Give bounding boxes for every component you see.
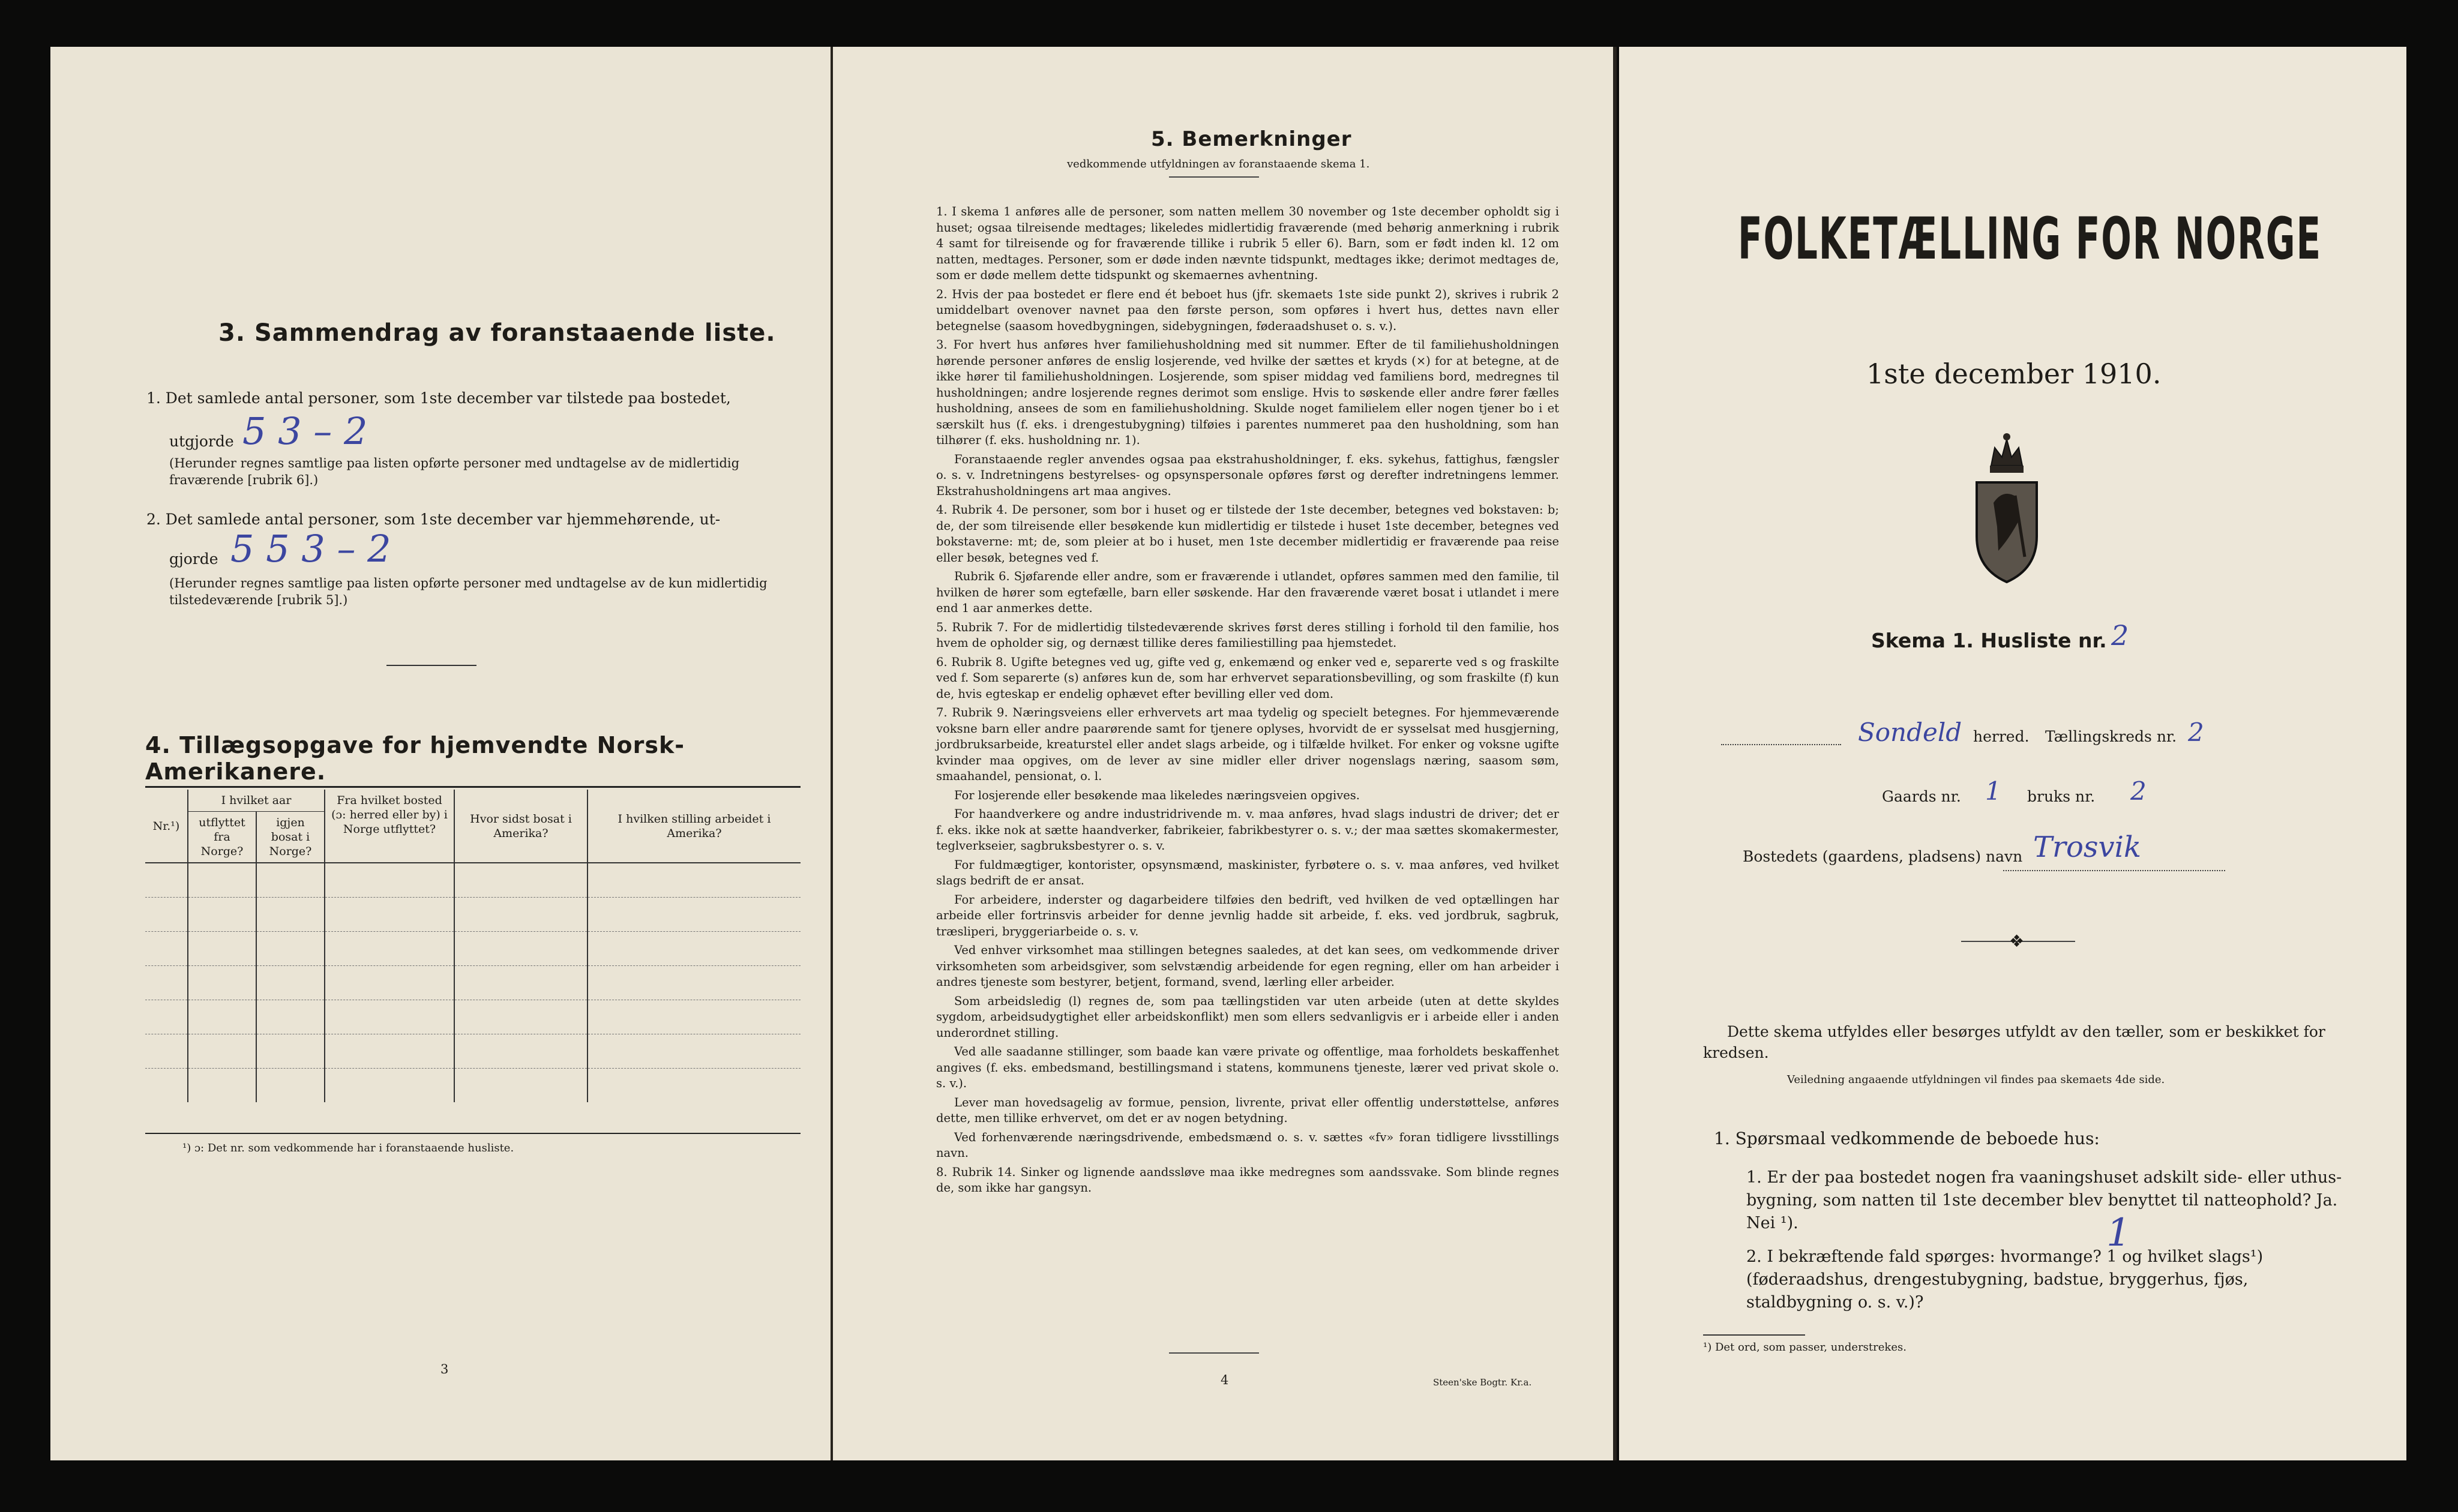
item1-text: 1. Det samlede antal personer, som 1ste december var tilstede paa bostedet, xyxy=(146,389,731,407)
remark-7: 7. Rubrik 9. Næringsveiens eller erhvervets art maa tydelig og specielt betegnes. For hjemmeværende voksne barn eller andre paarørende samt for tjenere oplyses, hvorvidt de er sysselsat med husgjerning, jordbruksarbeide, kreaturstel eller andet slags arbeide, og i tilfælde hvilket. For enker og voksne ugifte kvinder maa opgives, om de lever av sine midler eller driver nogenslags næring, saasom søm, smaahandel, pensionat, o. l. xyxy=(936,706,1559,783)
th-utflyttet: utflyttet fra Norge? xyxy=(188,812,256,863)
footnote-rule xyxy=(1703,1334,1805,1336)
remark-3b: Foranstaaende regler anvendes ogsaa paa ekstrahusholdninger, f. eks. sykehus, fattighus, fængsler o. s. v. Indretningens bestyrelses- og opsynspersonale opføres først og derefter indretningens lemmer. Ekstrahusholdningens art maa angives. xyxy=(936,452,1559,498)
remark-7c: For haandverkere og andre industridrivende m. v. maa anføres, hvad slags industri de driver; det er f. eks. ikke nok at sætte haandverker, fabrikeier, fabrikbestyrer o. s. v.; der maa sættes skomakermester, teglverkseier, sagbruksbestyrer o. s. v. xyxy=(936,807,1559,853)
remark-7j: Ved forhenværende næringsdrivende, embedsmænd o. s. v. sættes «fv» foran tidligere livsstillings navn. xyxy=(936,1130,1559,1160)
kreds-label: Tællingskreds nr. xyxy=(2045,728,2177,745)
remark-7d: For fuldmægtiger, kontorister, opsynsmænd, maskinister, fyrbøtere o. s. v. maa anføres, ved hvilket slags bedrift de er ansat. xyxy=(936,857,1559,887)
gaards-label: Gaards nr. xyxy=(1882,788,1961,805)
section4-title: 4. Tillægsopgave for hjemvendte Norsk-Amerikanere. xyxy=(145,732,685,785)
divider xyxy=(1169,176,1259,178)
divider xyxy=(386,665,476,666)
remark-7e: For arbeidere, inderster og dagarbeidere tilføies den bedrift, ved hvilken de ved optællingen har arbeide eller fortrinsvis arbeider for denne jevnlig hadde sit arbeide, f. eks. ved jordbruk, sagbruk, træsliperi, bryggeriarbeide o. s. v. xyxy=(936,892,1559,938)
item2-text: 2. Det samlede antal personer, som 1ste december var hjemmehørende, ut- xyxy=(146,511,721,528)
th-stilling: I hvilken stilling arbeidet i Amerika? xyxy=(587,790,801,863)
remark-6: 6. Rubrik 8. Ugifte betegnes ved ug, gifte ved g, enkemænd og enker ved e, separerte ved s og fraskilte ved f. Som separerte (s) anføres kun de, som har erhvervet separationsbevilling, og som fraskilte (f) kun de, hvis egteskap er endelig ophævet efter bevilling eller ved dom. xyxy=(936,655,1559,701)
page-left xyxy=(50,47,831,1460)
th-amerika: Hvor sidst bosat i Amerika? xyxy=(454,790,587,863)
table-row xyxy=(145,932,801,966)
page-middle xyxy=(833,47,1613,1460)
footnote-left: ¹) ɔ: Det nr. som vedkommende har i foranstaaende husliste. xyxy=(182,1142,514,1154)
bosted-line xyxy=(2003,870,2225,871)
herred-label: herred. xyxy=(1973,728,2030,745)
kreds-value: 2 xyxy=(2188,718,2204,747)
remark-7i: Lever man hovedsagelig av formue, pension, livrente, privat eller offentlig understøttelse, anføres dette, men tillike erhvervet, om det er av nogen betydning. xyxy=(936,1095,1559,1125)
table-row xyxy=(145,966,801,1000)
ornament-icon: ❖ xyxy=(2009,931,2025,951)
printer-mark: Steen'ske Bogtr. Kr.a. xyxy=(1433,1377,1532,1388)
item2-value: 5 5 3 – 2 xyxy=(230,527,391,571)
remark-8: 8. Rubrik 14. Sinker og lignende aandssløve maa ikke medregnes som aandssvake. Som blinde regnes de, som ikke har gangsyn. xyxy=(936,1165,1559,1195)
census-date: 1ste december 1910. xyxy=(1866,358,2162,390)
question-2: 2. I bekræftende fald spørges: hvormange? 1 og hvilket slags¹) (føderaadshus, drengestubygning, badstue, bryggerhus, fjøs, staldbygning o. s. v.)? xyxy=(1746,1247,2264,1312)
item1-note: (Herunder regnes samtlige paa listen opførte personer med undtagelse av de midlertidig fraværende [rubrik 6].) xyxy=(169,456,740,487)
item2-label: gjorde xyxy=(169,550,218,568)
table-row xyxy=(145,1034,801,1069)
table-bottom-rule xyxy=(145,1133,801,1134)
item2-note: (Herunder regnes samtlige paa listen opførte personer med undtagelse av de kun midlertidig tilstedeværende [rubrik 5].) xyxy=(169,576,768,607)
th-igjen: igjen bosat i Norge? xyxy=(256,812,325,863)
gaards-value: 1 xyxy=(1985,776,2001,806)
schema-label: Skema 1. Husliste nr. xyxy=(1871,629,2107,652)
item1-value: 5 3 – 2 xyxy=(242,409,368,453)
husliste-number: 2 xyxy=(2111,619,2129,652)
remark-7f: Ved enhver virksomhet maa stillingen betegnes saaledes, at det kan sees, om vedkommende driver virksomheten som arbeidsgiver, som selvstændig arbeidende for egen regning, eller om han arbeider i andres tjeneste som bestyrer, betjent, formand, svend, lærling eller arbeider. xyxy=(936,943,1559,989)
remark-7b: For losjerende eller besøkende maa likeledes næringsveien opgives. xyxy=(954,788,1360,802)
footnote-right: ¹) Det ord, som passer, understrekes. xyxy=(1703,1341,1907,1354)
remarks-title: 5. Bemerkninger xyxy=(1151,127,1352,151)
divider-bottom xyxy=(1169,1352,1259,1354)
bruks-value: 2 xyxy=(2130,776,2147,806)
page-right xyxy=(1619,47,2406,1460)
question-2-answer: 1 xyxy=(2106,1211,2131,1255)
page-number-middle: 4 xyxy=(1221,1373,1229,1387)
item1-label: utgjorde xyxy=(169,433,234,450)
table-row xyxy=(145,863,801,898)
question-1: 1. Er der paa bostedet nogen fra vaaningshuset adskilt side- eller uthus-bygning, som natten til 1ste december blev benyttet til natteophold? Ja. Nei ¹). xyxy=(1746,1168,2342,1232)
main-title: FOLKETÆLLING FOR NORGE xyxy=(1738,205,2322,272)
remark-1: 1. I skema 1 anføres alle de personer, som natten mellem 30 november og 1ste december opholdt sig i huset; ogsaa tilreisende medtages; likeledes midlertidig fraværende (med behørig anmerkning i rubrik 4 samt for tilreisende og for fraværende tillike i rubrik 5 eller 6). Barn, som er født inden kl. 12 om natten, medtages. Personer, som er døde inden nævnte tidspunkt, medtages ikke; derimot medtages de, som er døde mellem dette tidspunkt og skemaernes avhentning. xyxy=(936,205,1559,282)
table-top-rule xyxy=(145,786,801,788)
remark-5: 5. Rubrik 7. For de midlertidig tilstedeværende skrives først deres stilling i forhold til den familie, hos hvem de opholder sig, og dernæst tillike deres familiestilling paa hjemstedet. xyxy=(936,620,1559,650)
coat-of-arms-icon xyxy=(1967,431,2046,589)
remark-7g: Som arbeidsledig (l) regnes de, som paa tællingstiden var uten arbeide (uten at dette skyldes sygdom, arbeidsudygtighet eller arbeidskonflikt) men som ellers sedvanligvis er i arbeide eller i anden underordnet stilling. xyxy=(936,994,1559,1040)
remarks-list xyxy=(936,204,1559,1199)
remark-2: 2. Hvis der paa bostedet er flere end ét beboet hus (jfr. skemaets 1ste side punkt 2), skrives i rubrik 2 umiddelbart ovenover navnet paa den første person, som opføres i hvert hus, dettes navn eller betegnelse (saasom hovedbygningen, sidebygningen, føderaadshuset o. s. v.). xyxy=(936,287,1559,333)
th-group: I hvilket aar xyxy=(188,790,325,812)
table-row xyxy=(145,1000,801,1034)
instruction-note: Veiledning angaaende utfyldningen vil findes paa skemaets 4de side. xyxy=(1787,1073,2165,1086)
table-row xyxy=(145,898,801,932)
herred-value: Sondeld xyxy=(1858,718,1962,747)
page-number-left: 3 xyxy=(440,1362,449,1376)
section3-title: 3. Sammendrag av foranstaaende liste. xyxy=(218,319,776,347)
th-nr: Nr.¹) xyxy=(145,790,188,863)
bosted-label: Bostedets (gaardens, pladsens) navn xyxy=(1743,848,2023,865)
remarks-subtitle: vedkommende utfyldningen av foranstaaende skema 1. xyxy=(1067,158,1370,170)
fold-right xyxy=(1613,47,1617,1460)
th-bosted: Fra hvilket bosted (ɔ: herred eller by) i Norge utflyttet? xyxy=(325,790,454,863)
remark-3: 3. For hvert hus anføres hver familiehusholdning med sit nummer. Efter de til familiehusholdningen hørende personer anføres de enslig losjerende, ved hvilke der sættes et kryds (×) for at betegne, at de ikke hører til familiehusholdningen. Losjerende, som spiser middag ved familiens bord, medregnes til husholdningen; andre losjerende regnes derimot som enslige. Hvis to søskende eller andre fører fælles husholdning, ansees de som en familiehusholdning. Skulde noget familielem eller nogen tjener bo i et særskilt hus (f. eks. i drengestubygning) tilføies i parentes nummeret paa den husholdning, som han tilhører (f. eks. husholdning nr. 1). xyxy=(936,338,1559,447)
norsk-amerikaner-table xyxy=(145,790,801,1102)
remark-4b: Rubrik 6. Sjøfarende eller andre, som er fraværende i utlandet, opføres sammen med den familie, til hvilken de hører som egtefælle, barn eller søskende. Har den fraværende været bosat i utlandet i mere end 1 aar anmerkes dette. xyxy=(936,569,1559,615)
remark-7h: Ved alle saadanne stillinger, som baade kan være private og offentlige, maa forholdets beskaffenhet angives (f. eks. embedsmand, bestillingsmand i statens, kommunens tjeneste, lærer ved privat skole o. s. v.). xyxy=(936,1045,1559,1090)
bruks-label: bruks nr. xyxy=(2027,788,2096,805)
herred-line xyxy=(1721,742,1841,745)
remark-4: 4. Rubrik 4. De personer, som bor i huset og er tilstede der 1ste december, betegnes ved bokstaven: b; de, der som tilreisende eller besøkende kun midlertidig er tilstede i huset 1ste december, betegnes ved bokstaverne: mt; de, som pleier at bo i huset, men 1ste december midlertidig er fraværende paa reise eller besøk, betegnes ved f. xyxy=(936,503,1559,565)
questions-heading: 1. Spørsmaal vedkommende de beboede hus: xyxy=(1714,1129,2100,1148)
bosted-value: Trosvik xyxy=(2033,830,2142,864)
instruction: Dette skema utfyldes eller besørges utfyldt av den tæller, som er beskikket for kredsen. xyxy=(1703,1023,2325,1061)
table-row xyxy=(145,1069,801,1103)
